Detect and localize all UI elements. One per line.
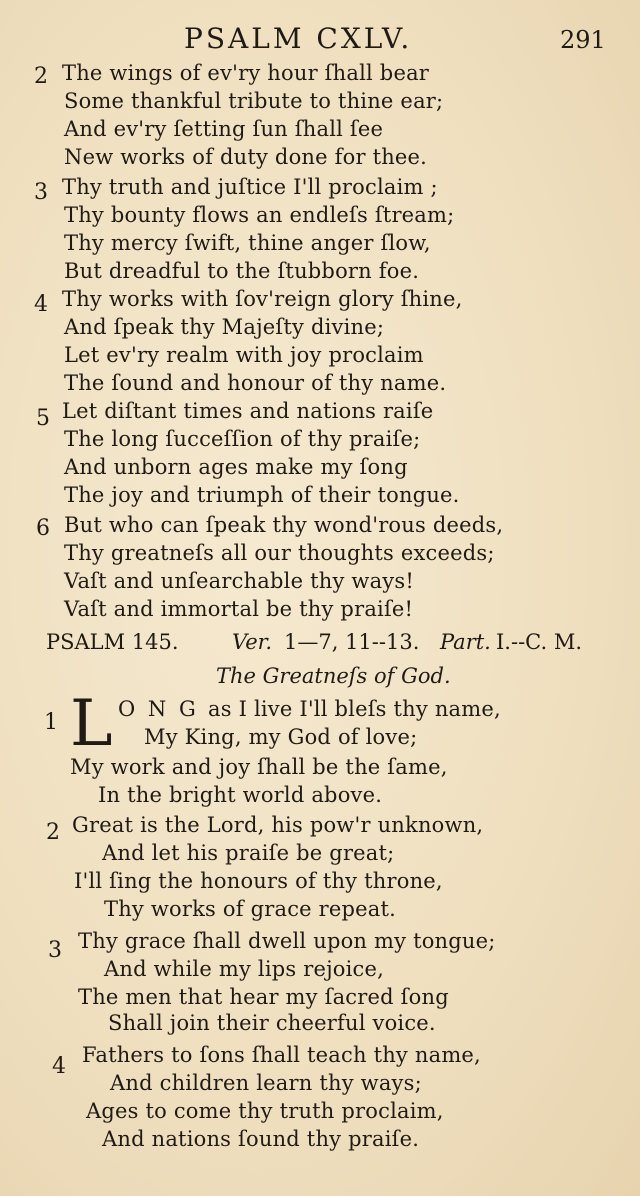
- running-header: [0, 22, 640, 58]
- verse-line: And while my lips rejoice,: [104, 957, 385, 981]
- verse-line: as I live I'll bleſs thy name,: [208, 697, 501, 721]
- verse-line: Shall join their cheerful voice.: [108, 1011, 436, 1035]
- verse-line: My work and joy ſhall be the ſame,: [70, 755, 448, 779]
- verse-line: And nations ſound thy praiſe.: [102, 1127, 420, 1151]
- running-title: PSALM CXLV.: [184, 22, 413, 55]
- psalm-heading: [46, 630, 626, 660]
- part-meter: I.--C. M.: [496, 630, 583, 654]
- verse-line: I'll ſing the honours of thy throne,: [74, 869, 443, 893]
- first-word-rest: O N G: [118, 697, 199, 721]
- verse-line: And children learn thy ways;: [110, 1071, 422, 1095]
- verse-number: 4: [52, 1054, 66, 1079]
- verse-line: Some thankful tribute to thine ear;: [64, 89, 444, 113]
- verse-line: In the bright world above.: [98, 783, 383, 807]
- verse-line: The wings of ev'ry hour ſhall bear: [62, 61, 430, 85]
- verse-number: 1: [44, 710, 58, 735]
- psalm-name: PSALM 145.: [46, 630, 179, 654]
- verse-line: New works of duty done for thee.: [64, 145, 428, 169]
- verse-line: Fathers to ſons ſhall teach thy name,: [82, 1043, 481, 1067]
- verse-line: The men that hear my ſacred ſong: [78, 985, 449, 1009]
- verse-line: The ſound and honour of thy name.: [64, 371, 447, 395]
- verse-line: Ages to come thy truth proclaim,: [86, 1099, 444, 1123]
- verse-line: The long ſucceſſion of thy praiſe;: [64, 427, 421, 451]
- verse-line: And let his praiſe be great;: [102, 841, 395, 865]
- psalm-subtitle: The Greatneſs of God.: [216, 664, 451, 688]
- verse-line: But dreadful to the ſtubborn foe.: [64, 259, 420, 283]
- verse-line: Thy grace ſhall dwell upon my tongue;: [78, 929, 496, 953]
- verse-line: Let diſtant times and nations raiſe: [62, 399, 434, 423]
- verse-line: Thy works of grace repeat.: [104, 897, 397, 921]
- page-number: 291: [560, 26, 606, 54]
- part-label: Part.: [440, 630, 491, 654]
- verse-number: 2: [34, 64, 48, 89]
- verse-number: 2: [46, 820, 60, 845]
- verse-line: Vaſt and immortal be thy praiſe!: [64, 597, 414, 621]
- drop-cap: L: [70, 687, 113, 761]
- verse-line: But who can ſpeak thy wond'rous deeds,: [64, 513, 504, 537]
- verse-line: Great is the Lord, his pow'r unknown,: [72, 813, 484, 837]
- verse-line: Thy mercy ſwift, thine anger ſlow,: [64, 231, 431, 255]
- verse-line: And unborn ages make my ſong: [64, 455, 408, 479]
- verse-number: 4: [34, 292, 48, 317]
- verse-line: Thy truth and juſtice I'll proclaim ;: [62, 175, 438, 199]
- verse-number: 3: [34, 180, 48, 205]
- verse-line: Vaſt and unſearchable thy ways!: [64, 569, 414, 593]
- verse-line: My King, my God of love;: [144, 725, 418, 749]
- verse-line: Thy greatneſs all our thoughts exceeds;: [64, 541, 495, 565]
- verse-line: Let ev'ry realm with joy proclaim: [64, 343, 424, 367]
- verse-line: The joy and triumph of their tongue.: [64, 483, 460, 507]
- verse-number: 6: [36, 516, 50, 541]
- verse-number: 5: [36, 406, 50, 431]
- verses-range: 1—7, 11--13.: [284, 630, 420, 654]
- verse-line: Thy bounty flows an endleſs ſtream;: [64, 203, 455, 227]
- verse-line: Thy works with ſov'reign glory ſhine,: [62, 287, 463, 311]
- verse-line: And ev'ry ſetting ſun ſhall ſee: [64, 117, 384, 141]
- verse-line: And ſpeak thy Majeſty divine;: [64, 315, 385, 339]
- verse-number: 3: [48, 938, 62, 963]
- verses-label: Ver.: [232, 630, 273, 654]
